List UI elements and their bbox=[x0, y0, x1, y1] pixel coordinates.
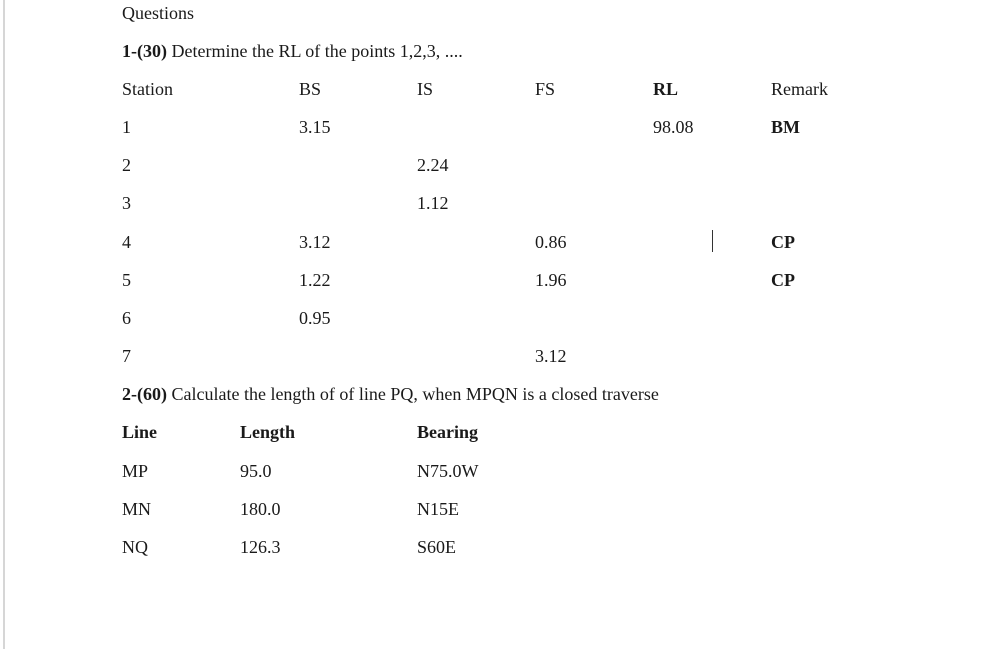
q2-header-length: Length bbox=[240, 422, 296, 442]
question-1-title bbox=[122, 40, 463, 62]
q1-header-is: IS bbox=[417, 79, 434, 99]
q1-row-station: 4 bbox=[122, 232, 131, 252]
q1-header-station: Station bbox=[122, 79, 174, 99]
q2-row-bearing: N15E bbox=[417, 499, 459, 519]
question-2-title bbox=[122, 383, 659, 405]
q2-header-bearing: Bearing bbox=[417, 422, 478, 442]
q2-row-line: MP bbox=[122, 461, 149, 481]
q1-header-remark: Remark bbox=[771, 79, 828, 99]
question-1-number: 1-(30) bbox=[122, 41, 167, 61]
q2-row-line: NQ bbox=[122, 537, 148, 557]
q1-row-station: 2 bbox=[122, 155, 131, 175]
q1-row-station: 1 bbox=[122, 117, 131, 137]
q1-row-fs: 3.12 bbox=[535, 346, 567, 366]
q1-row-station: 6 bbox=[122, 308, 131, 328]
q1-header-rl: RL bbox=[653, 79, 679, 99]
q1-row-remark: CP bbox=[771, 232, 795, 252]
question-1-text: Determine the RL of the points 1,2,3, .... bbox=[166, 41, 463, 61]
q1-row-bs: 1.22 bbox=[299, 270, 331, 290]
q1-row-remark: CP bbox=[771, 270, 795, 290]
q1-row-remark: BM bbox=[771, 117, 800, 137]
q1-row-station: 7 bbox=[122, 346, 131, 366]
q1-header-fs: FS bbox=[535, 79, 556, 99]
q2-row-line: MN bbox=[122, 499, 152, 519]
q1-row-fs: 0.86 bbox=[535, 232, 567, 252]
q1-header-bs: BS bbox=[299, 79, 322, 99]
text-cursor[interactable] bbox=[712, 230, 713, 252]
q1-row-bs: 3.12 bbox=[299, 232, 331, 252]
q1-row-station: 5 bbox=[122, 270, 131, 290]
q2-row-length: 180.0 bbox=[240, 499, 281, 519]
questions-heading: Questions bbox=[122, 3, 194, 23]
q1-row-bs: 3.15 bbox=[299, 117, 331, 137]
q2-row-bearing: N75.0W bbox=[417, 461, 479, 481]
q2-row-bearing: S60E bbox=[417, 537, 457, 557]
q2-row-length: 126.3 bbox=[240, 537, 281, 557]
question-2-number: 2-(60) bbox=[122, 384, 167, 404]
q1-row-is: 1.12 bbox=[417, 193, 449, 213]
question-2-text: Calculate the length of of line PQ, when MPQN is a closed traverse bbox=[166, 384, 659, 404]
q1-row-bs: 0.95 bbox=[299, 308, 331, 328]
q2-row-length: 95.0 bbox=[240, 461, 272, 481]
page-left-border bbox=[3, 0, 5, 649]
q1-row-fs: 1.96 bbox=[535, 270, 567, 290]
q1-row-station: 3 bbox=[122, 193, 131, 213]
q1-row-is: 2.24 bbox=[417, 155, 449, 175]
q1-row-rl: 98.08 bbox=[653, 117, 694, 137]
q2-header-line: Line bbox=[122, 422, 158, 442]
